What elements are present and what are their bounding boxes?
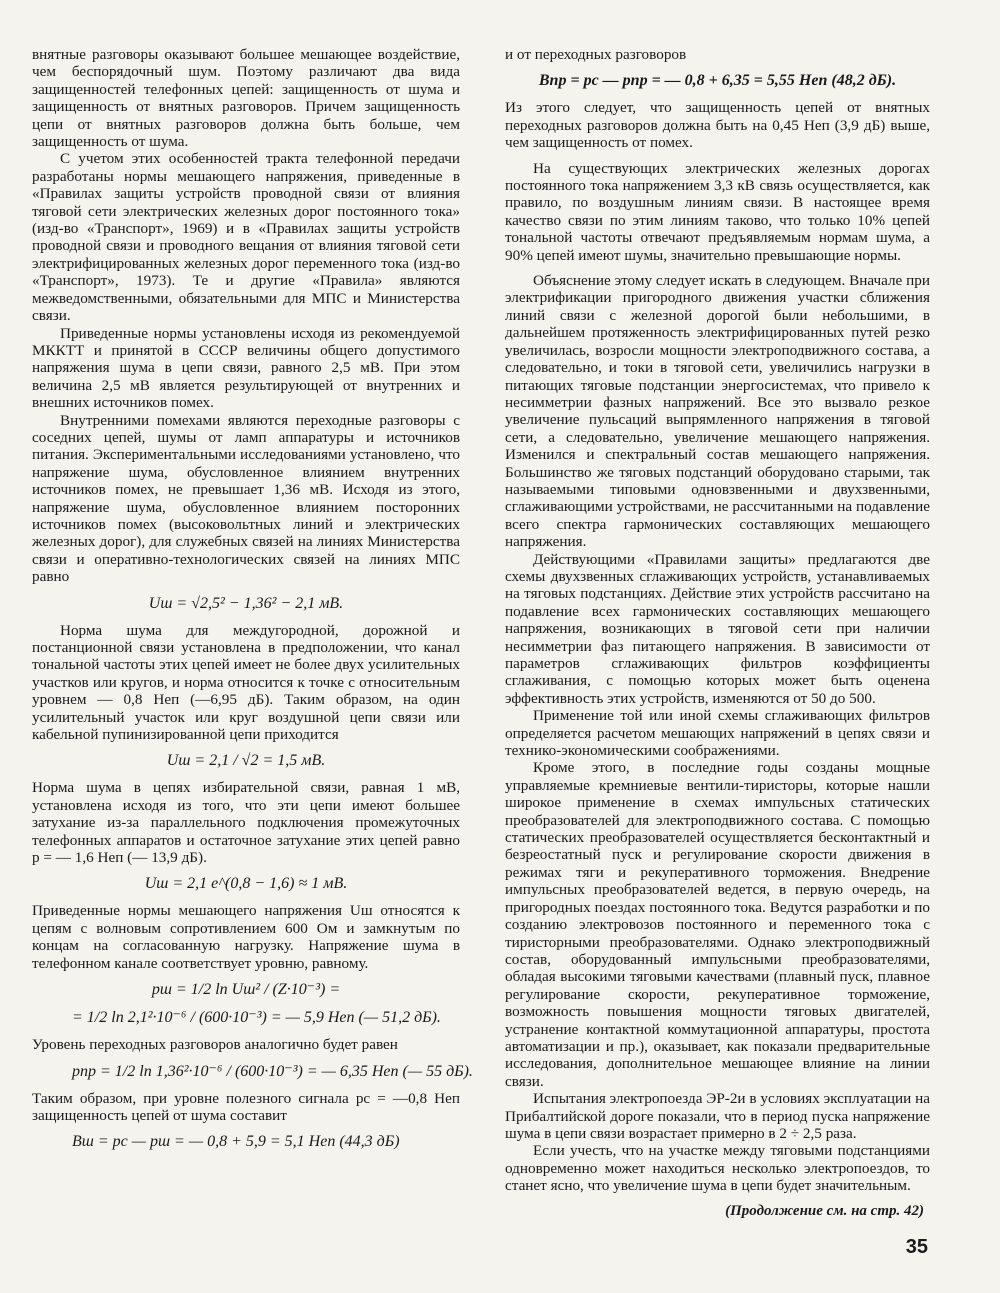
paragraph: Норма шума для междугородной, дорожной и постанционной связи установлена в предположении, что канал тональной частоты этих цепей имеет не более двух усилительных участков или кругов, и норма относится к точке с относительным уровнем — 0,8 Неп (—6,95 дБ). Таким образом, на один усилительный участок или круг воздушной цепи связи или кабельной пупинизированной цепи приходится <box>32 621 460 744</box>
paragraph: Кроме этого, в последние годы созданы мощные управляемые кремниевые вентили-тиристоры, которые нашли широкое применение в схемах импульсных статических преобразователей для электроподвижного состава. С помощью статических преобразователей осуществляется бесконтактный и безреостатный пуск и регулирование скорости движения в режимах тяги и рекуперативного торможения. Внедрение импульсных преобразователей ведется, в первую очередь, на пригородных поездах постоянного тока. Ведутся разработки и по созданию электровозов постоянного и переменного тока с тиристорными преобразователями. Однако электроподвижный состав, оборудованный импульсными преобразователями, обладая высокими тяговыми качествами (плавный пуск, плавное регулирование скорости, рекуперативное торможение, возможность повышения мощности тяговых двигателей, устранение контактной коммутационной аппаратуры, простота автоматизации и пр.), оказывает, как показали предварительные исследования, дополнительное мешающее влияние на линии связи. <box>505 759 930 1090</box>
paragraph: и от переходных разговоров <box>505 46 687 63</box>
formula: pпр = 1/2 ln 1,36²·10⁻⁶ / (600·10⁻³) = — 6,35 Неп (— 55 дБ). <box>72 1062 473 1080</box>
continuation-note: (Продолжение см. на стр. 42) <box>725 1203 924 1219</box>
paragraph: Норма шума в цепях избирательной связи, равная 1 мВ, установлена исходя из того, что эти цепи имеют большее затухание из-за параллельного подключения промежуточных телефонных аппаратов и остаточное затухание этих цепей равно p = — 1,6 Неп (— 13,9 дБ). <box>32 779 460 867</box>
formula: Uш = √2,5² − 1,36² − 2,1 мВ. <box>148 594 344 612</box>
right-column <box>505 46 930 1195</box>
left-column <box>32 46 473 1160</box>
paragraph: внятные разговоры оказывают большее мешающее воздействие, чем беспорядочный шум. Поэтому различают два вида защищенностей телефонных цепей: защищенность от шума и защищенность от внятных разговоров. Причем защищенность цепи от внятных разговоров должна быть больше, чем защищенность от шума. <box>32 46 460 151</box>
paragraph: Внутренними помехами являются переходные разговоры с соседних цепей, шумы от ламп аппаратуры и источников питания. Экспериментальными исследованиями установлено, что напряжение шума, обусловленное влиянием внутренних источников помех, не превышает 1,36 мВ. Исходя из этого, напряжение шума, обусловленное влиянием посторонних источников помех (высоковольтных линий и электрических железных дорог), для служебных связей на линиях Министерства связи и оперативно-технологических связей на линиях МПС равно <box>32 411 460 586</box>
paragraph: Приведенные нормы установлены исходя из рекомендуемой МККТТ и принятой в СССР величины общего допустимого напряжения шума в цепи связи, равного 2,5 мВ. При этом величина 2,5 мВ является результирующей от внутренних и внешних источников помех. <box>32 324 460 412</box>
paragraph: Приведенные нормы мешающего напряжения Uш относятся к цепям с волновым сопротивлением 600 Ом и замкнутым по концам на согласованную нагрузку. Напряжение шума в телефонном канале соответствует уровню, равному. <box>32 902 460 972</box>
paragraph: Из этого следует, что защищенность цепей от внятных переходных разговоров должна быть на 0,45 Неп (3,9 дБ) выше, чем защищенность от помех. <box>505 99 930 152</box>
formula: Bш = pс — pш = — 0,8 + 5,9 = 5,1 Неп (44,3 дБ) <box>72 1133 400 1151</box>
formula: Uш = 2,1 e^(0,8 − 1,6) ≈ 1 мВ. <box>144 875 348 893</box>
paragraph: Уровень переходных разговоров аналогично будет равен <box>32 1036 398 1054</box>
formula: = 1/2 ln 2,1²·10⁻⁶ / (600·10⁻³) = — 5,9 Неп (— 51,2 дБ). <box>72 1009 441 1027</box>
paragraph: Таким образом, при уровне полезного сигнала pс = —0,8 Неп защищенность цепей от шума составит <box>32 1089 460 1124</box>
formula: Uш = 2,1 / √2 = 1,5 мВ. <box>166 752 326 770</box>
paragraph: Если учесть, что на участке между тяговыми подстанциями одновременно может находиться несколько электропоездов, то станет ясно, что увеличение шума в цепи будет значительным. <box>505 1142 930 1195</box>
formula: Bпр = pс — pпр = — 0,8 + 6,35 = 5,55 Неп (48,2 дБ). <box>538 72 897 90</box>
paragraph: Применение той или иной схемы сглаживающих фильтров определяется расчетом мешающих напряжений в цепях связи и технико-экономическими соображениями. <box>505 707 930 760</box>
page-number: 35 <box>905 1236 928 1258</box>
paragraph: На существующих электрических железных дорогах постоянного тока напряжением 3,3 кВ связь осуществляется, как правило, по воздушным линиям связи. В настоящее время качество связи по этим линиям таково, что только 10% цепей тональной частоты отвечают предъявляемым нормам шума, а 90% цепей имеют шумы, значительно превышающие нормы. <box>505 159 930 264</box>
formula: pш = 1/2 ln Uш² / (Z·10⁻³) = <box>151 981 341 999</box>
paragraph: С учетом этих особенностей тракта телефонной передачи разработаны нормы мешающего напряжения, приведенные в «Правилах защиты устройств проводной связи от влияния тяговой сети электрических железных дорог постоянного тока» (изд-во «Транспорт», 1969) и в «Правилах защиты устройств проводной связи и проводного вещания от влияния тяговой сети электрифицированных железных дорог переменного тока (изд-во «Транспорт», 1973). Те и другие «Правила» являются межведомственными, обязательными для МПС и Министерства связи. <box>32 150 460 325</box>
paragraph: Объяснение этому следует искать в следующем. Вначале при электрификации пригородного движения участки сближения линий связи с железной дорогой были небольшими, в дальнейшем протяженность электрифицированных путей резко увеличилась, возросли мощности электроподвижного состава, а следовательно, и токи в тяговой сети, увеличились нагрузки в питающих тяговые подстанции энергосистемах, что привело к несимметрии фазных напряжений. Все это вызвало резкое увеличение пульсаций выпрямленного напряжения в тяговой сети, а следовательно, увеличение мешающего напряжения. Изменился и спектральный состав мешающего напряжения. Большинство же тяговых подстанций оборудовано старыми, так называемыми типовыми одновзвенными и двухзвенными, сглаживающими устройствами, не рассчитанными на подавление всего спектра гармонических составляющих мешающего напряжения. <box>505 272 930 551</box>
paragraph: Испытания электропоезда ЭР-2и в условиях эксплуатации на Прибалтийской дороге показали, что в период пуска напряжение шума в цепи связи возрастает примерно в 2 ÷ 2,5 раза. <box>505 1090 930 1142</box>
paragraph: Действующими «Правилами защиты» предлагаются две схемы двухзвенных сглаживающих устройств, устанавливаемых на тяговых подстанциях. Действие этих устройств рассчитано на подавление всех гармонических составляющих мешающего напряжения, возникающих в тяговой сети при наличии несимметрии фаз питающего напряжения. В зависимости от параметров сглаживающих фильтров коэффициенты сглаживания, с помощью которых может быть оценена эффективность этих устройств, изменяются от 50 до 500. <box>505 550 930 707</box>
